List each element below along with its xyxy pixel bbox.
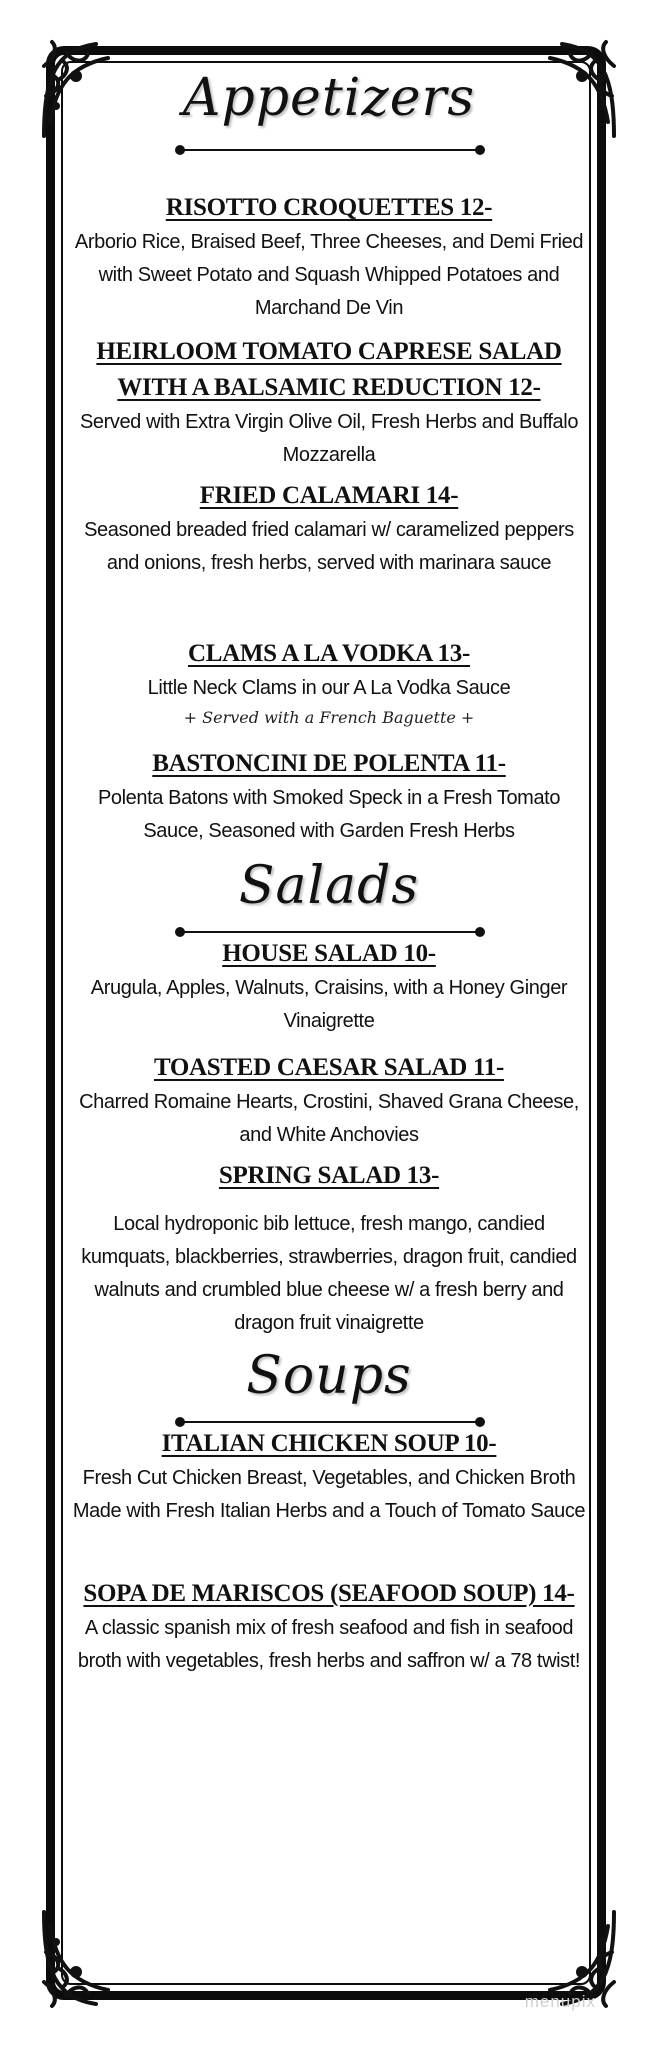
menu-item bbox=[70, 1426, 588, 1528]
menu-item bbox=[70, 1050, 588, 1152]
menu-item bbox=[70, 936, 588, 1038]
item-name: TOASTED CAESAR SALAD 11- bbox=[153, 1054, 505, 1081]
item-description: Charred Romaine Hearts, Crostini, Shaved Grana Cheese, and White Anchovies bbox=[79, 1091, 579, 1146]
menu-item bbox=[70, 746, 588, 848]
item-name: HEIRLOOM TOMATO CAPRESE SALAD bbox=[96, 338, 562, 365]
soups-heading: Soups bbox=[246, 1346, 412, 1406]
item-name: CLAMS A LA VODKA 13- bbox=[188, 640, 470, 667]
menu-item bbox=[70, 334, 588, 472]
appetizers-heading: Appetizers bbox=[182, 68, 476, 128]
item-description: Arborio Rice, Braised Beef, Three Cheeses, and Demi Fried with Sweet Potato and Squash Whipped Potatoes and Marchand De Vin bbox=[74, 231, 584, 319]
item-name: SPRING SALAD 13- bbox=[218, 1162, 440, 1189]
item-description: A classic spanish mix of fresh seafood and fish in seafood broth with vegetables, fresh herbs and saffron w/ a 78 twist! bbox=[77, 1617, 581, 1672]
item-name: WITH A BALSAMIC REDUCTION 12- bbox=[117, 374, 541, 401]
item-name: BASTONCINI DE POLENTA 11- bbox=[152, 750, 506, 777]
item-name: SOPA DE MARISCOS (SEAFOOD SOUP) 14- bbox=[83, 1580, 575, 1607]
item-description: Served with Extra Virgin Olive Oil, Fresh Herbs and Buffalo Mozzarella bbox=[79, 411, 579, 466]
item-description: Little Neck Clams in our A La Vodka Sauce bbox=[147, 677, 511, 699]
item-description: Fresh Cut Chicken Breast, Vegetables, and Chicken Broth Made with Fresh Italian Herbs and a Touch of Tomato Sauce bbox=[72, 1467, 586, 1522]
menu-item bbox=[70, 1158, 588, 1340]
item-name: RISOTTO CROQUETTES 12- bbox=[165, 194, 493, 221]
section-divider bbox=[175, 144, 485, 156]
divider-dot-icon bbox=[475, 145, 485, 155]
menu-item bbox=[70, 636, 588, 731]
ornamental-corner-icon bbox=[36, 1902, 126, 2012]
item-name: HOUSE SALAD 10- bbox=[222, 940, 436, 967]
watermark: menupix bbox=[524, 1992, 596, 2011]
item-name: FRIED CALAMARI 14- bbox=[199, 482, 459, 509]
item-note: + Served with a French Baguette + bbox=[183, 708, 475, 727]
menu-item bbox=[70, 1576, 588, 1678]
item-description: Arugula, Apples, Walnuts, Craisins, with a Honey Ginger Vinaigrette bbox=[90, 977, 568, 1032]
item-description: Local hydroponic bib lettuce, fresh mango, candied kumquats, blackberries, strawberries, dragon fruit, candied walnuts and crumbled blue cheese w/ a fresh berry and dragon fruit vinaigrette bbox=[81, 1213, 577, 1334]
item-description: Seasoned breaded fried calamari w/ caramelized peppers and onions, fresh herbs, served with marinara sauce bbox=[84, 519, 574, 574]
item-description: Polenta Batons with Smoked Speck in a Fresh Tomato Sauce, Seasoned with Garden Fresh Herbs bbox=[97, 787, 561, 842]
menu-item bbox=[70, 190, 588, 325]
item-name: ITALIAN CHICKEN SOUP 10- bbox=[161, 1430, 497, 1457]
divider-dot-icon bbox=[175, 145, 185, 155]
salads-heading: Salads bbox=[238, 856, 420, 916]
menu-item bbox=[70, 478, 588, 580]
